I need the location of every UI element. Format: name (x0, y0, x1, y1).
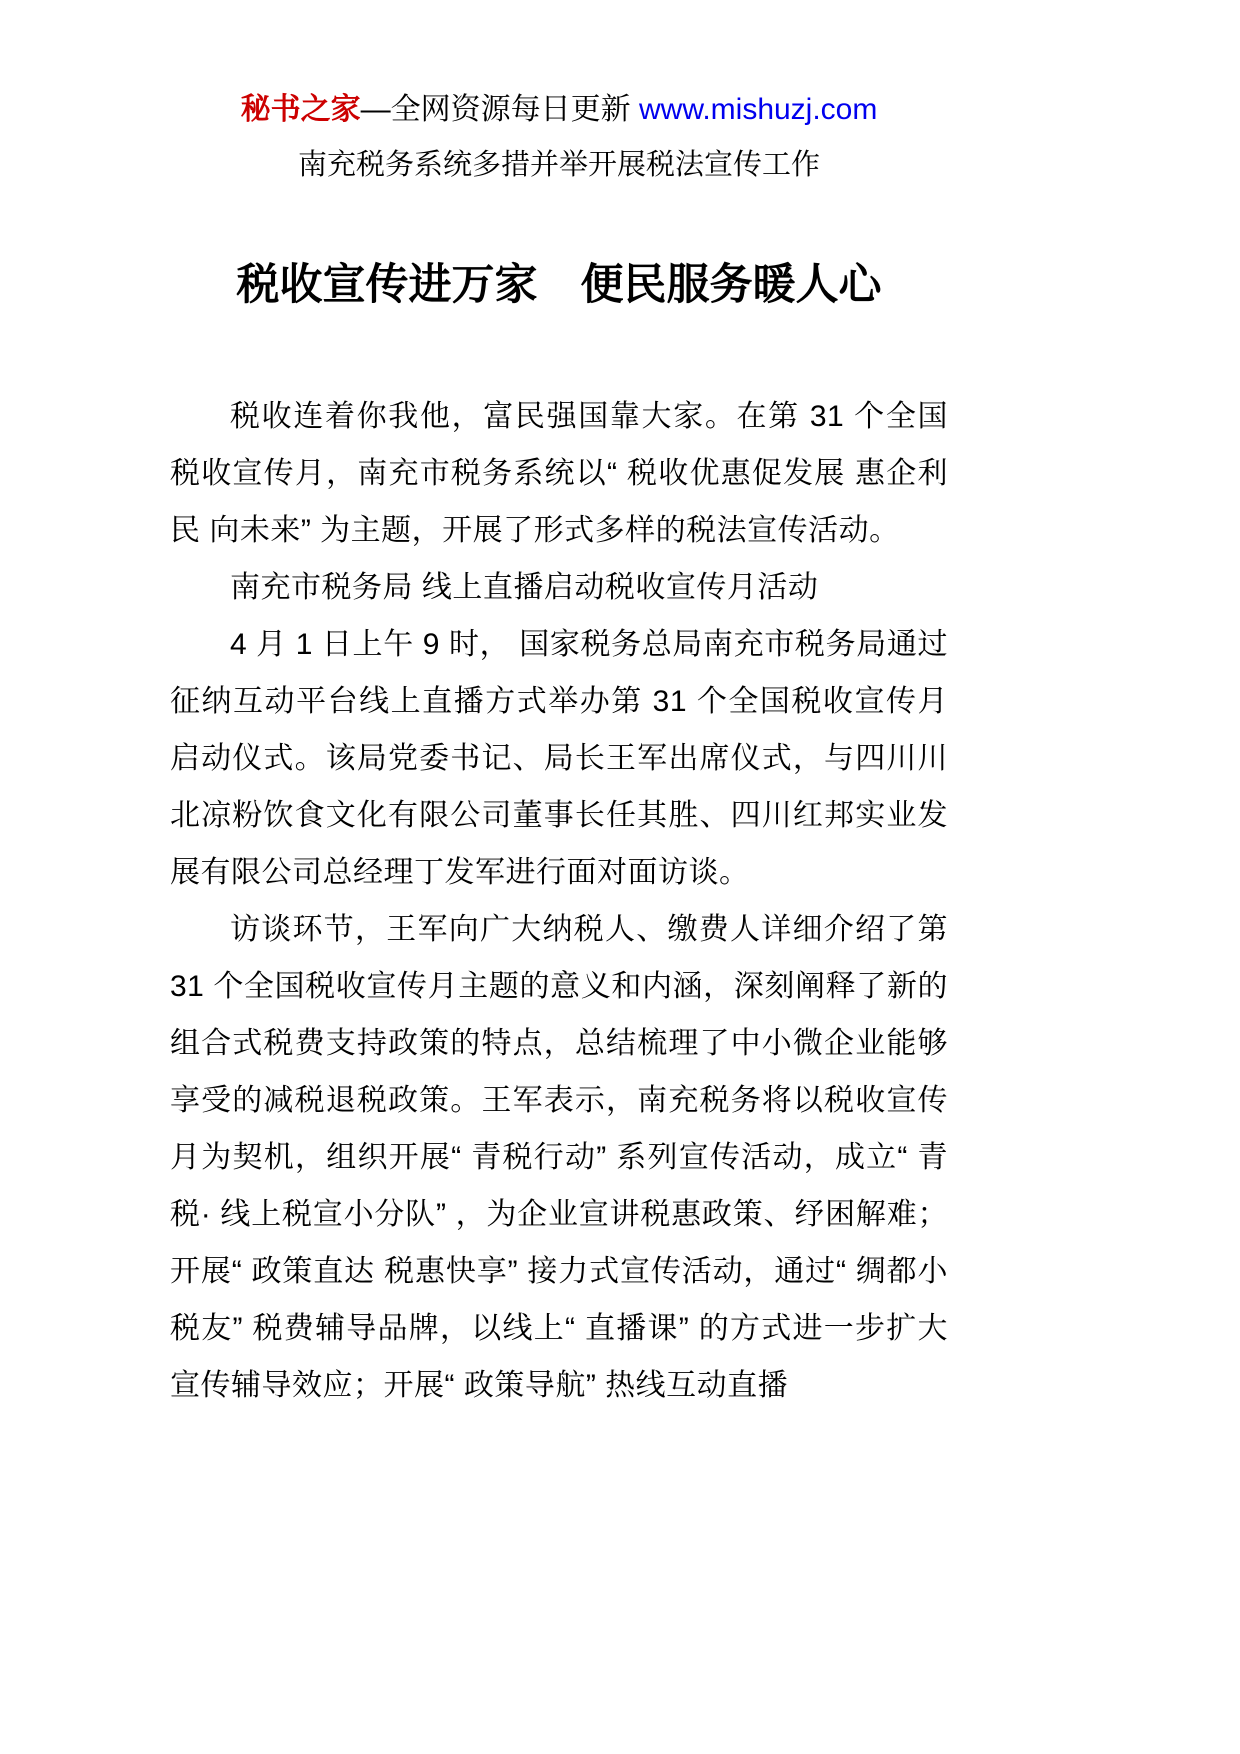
paragraph: 南充市税务局 线上直播启动税收宣传月活动 (230, 571, 819, 604)
site-tagline: —全网资源每日更新 (360, 93, 639, 126)
paragraph: 税收连着你我他，富民强国靠大家。在第 31 个全国税收宣传月，南充市税务系统以“ 税收优惠促发展 惠企利民 向未来” 为主题，开展了形式多样的税法宣传活动。 (170, 400, 948, 547)
document-subtitle: 南充税务系统多措并举开展税法宣传工作 (297, 149, 820, 181)
document-content (170, 88, 948, 1414)
site-brand: 秘书之家 (240, 93, 361, 126)
site-header (170, 88, 948, 132)
site-url-link[interactable]: www.mishuzj.com (638, 93, 878, 126)
paragraph: 访谈环节，王军向广大纳税人、缴费人详细介绍了第 31 个全国税收宣传月主题的意义和内涵，深刻阐释了新的组合式税费支持政策的特点，总结梳理了中小微企业能够享受的减税退税政策。王军表示，南充税务将以税收宣传月为契机，组织开展“ 青税行动” 系列宣传活动，成立“ 青税· 线上税宣小分队” ，为企业宣讲税惠政策、纾困解难；开展“ 政策直达 税惠快享” 接力式宣传活动，通过“ 绸都小税友” 税费辅导品牌，以线上“ 直播课” 的方式进一步扩大宣传辅导效应；开展“ 政策导航” 热线互动直播 (170, 913, 948, 1402)
document-title: 税收宣传进万家 便民服务暖人心 (236, 261, 882, 309)
paragraph: 4 月 1 日上午 9 时， 国家税务总局南充市税务局通过征纳互动平台线上直播方式举办第 31 个全国税收宣传月启动仪式。该局党委书记、局长王军出席仪式，与四川川北凉粉饮食文化有限公司董事长任其胜、四川红邦实业发展有限公司总经理丁发军进行面对面访谈。 (170, 628, 948, 889)
